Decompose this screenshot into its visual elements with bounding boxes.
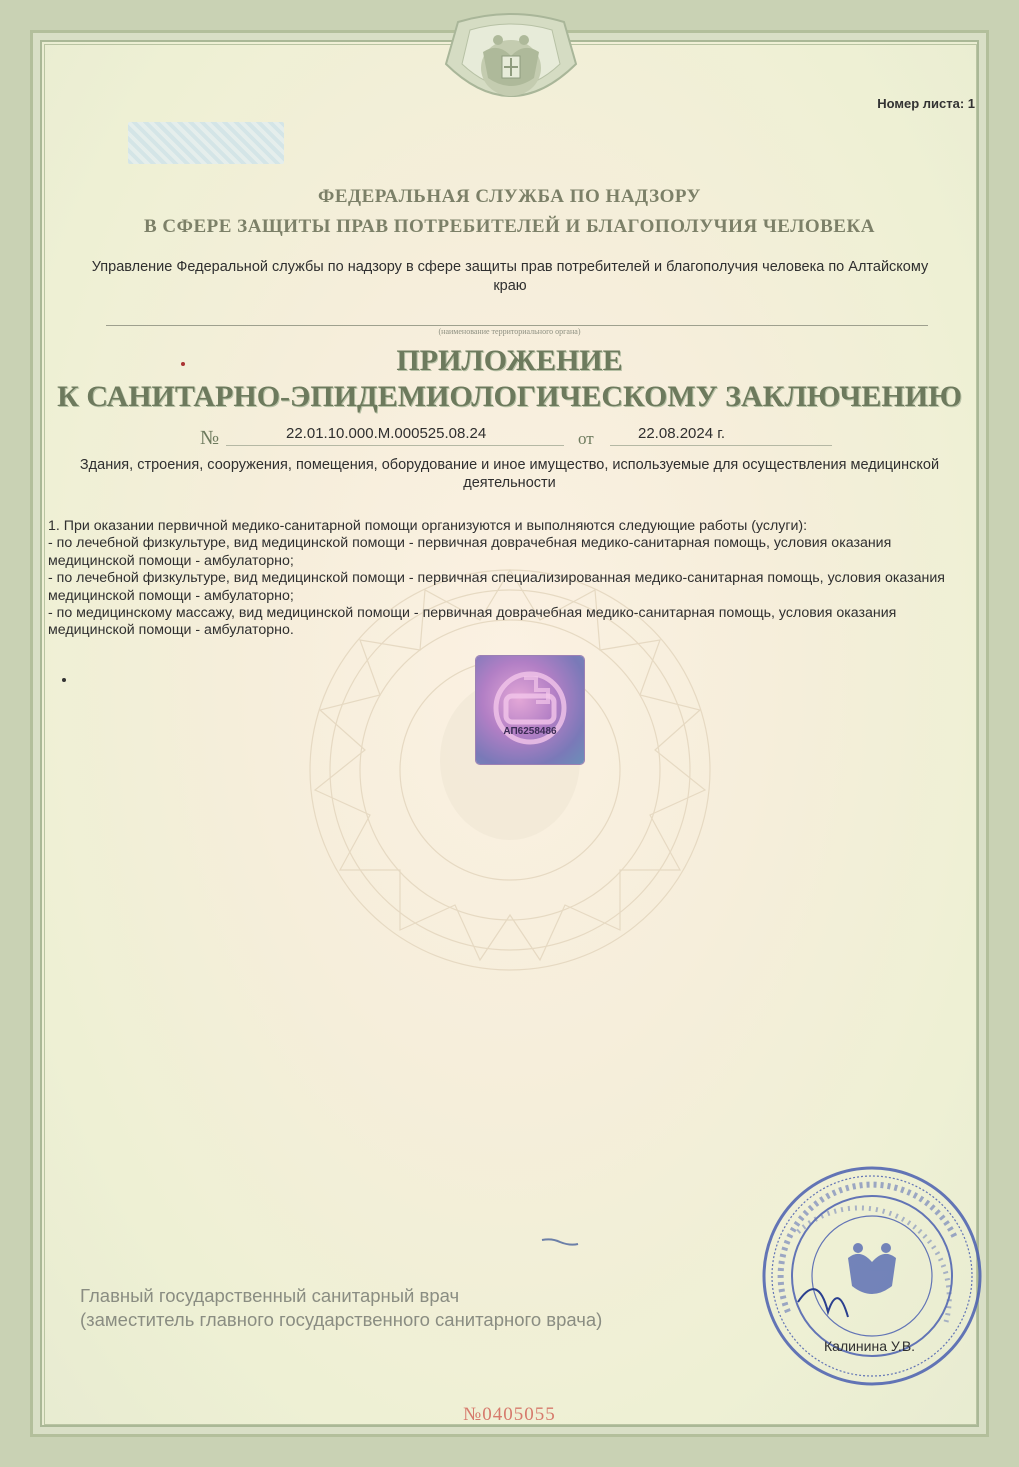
speck [62, 678, 66, 682]
conclusion-number: 22.01.10.000.М.000525.08.24 [286, 425, 487, 442]
signer-title [80, 1284, 602, 1332]
agency-name-line1: ФЕДЕРАЛЬНАЯ СЛУЖБА ПО НАДЗОРУ [318, 186, 701, 207]
date-underline [610, 445, 832, 446]
emblem-icon [438, 12, 584, 118]
speck [181, 362, 185, 366]
number-underline [226, 445, 564, 446]
document-title-line2: К САНИТАРНО-ЭПИДЕМИОЛОГИЧЕСКОМУ ЗАКЛЮЧЕНИЮ [57, 380, 962, 413]
conclusion-date: 22.08.2024 г. [638, 425, 726, 442]
territorial-body-name: Управление Федеральной службы по надзору в сфере защиты прав потребителей и благополучия человека по Алтайскому краю [91, 259, 929, 294]
works-item: - по медицинскому массажу, вид медицинской помощи - первичная доврачебная медико-санитарная помощь, условия оказания медицинской помощи - амбулаторно. [48, 605, 897, 639]
agency-name-line2: В СФЕРЕ ЗАЩИТЫ ПРАВ ПОТРЕБИТЕЛЕЙ И БЛАГОПОЛУЧИЯ ЧЕЛОВЕКА [144, 216, 875, 237]
conclusion-number-line [0, 423, 1019, 449]
official-seal-icon [758, 1162, 986, 1390]
territorial-body-caption: (наименование территориального органа) [438, 327, 581, 336]
document-title-line1: ПРИЛОЖЕНИЕ [396, 344, 623, 377]
security-strip [128, 122, 284, 164]
works-item: - по лечебной физкультуре, вид медицинской помощи - первичная специализированная медико-санитарная помощь, условия оказания медицинской помощи - амбулаторно; [48, 570, 945, 604]
hologram-logo-icon [476, 656, 584, 764]
divider [106, 325, 928, 326]
form-serial-number: №0405055 [463, 1404, 556, 1425]
subject-description: Здания, строения, сооружения, помещения, оборудование и иное имущество, используемые для осуществления медицинской деятельности [79, 457, 940, 491]
signer-title-line1: Главный государственный санитарный врач [80, 1285, 460, 1306]
works-item: - по лечебной физкультуре, вид медицинской помощи - первичная доврачебная медико-санитарная помощь, условия оказания медицинской помощи - амбулаторно; [48, 535, 892, 569]
number-sign: № [200, 427, 220, 449]
hologram-code: АП6258486 [503, 726, 557, 737]
sheet-number: Номер листа: 1 [877, 96, 975, 111]
works-list [48, 518, 968, 640]
signer-name: Калинина У.В. [824, 1338, 916, 1354]
works-intro: 1. При оказании первичной медико-санитарной помощи организуются и выполняются следующие работы (услуги): [48, 518, 808, 534]
from-label: от [578, 429, 594, 448]
hologram-sticker [476, 656, 584, 764]
signer-title-line2: (заместитель главного государственного санитарного врача) [80, 1309, 603, 1330]
ink-mark [540, 1236, 580, 1248]
